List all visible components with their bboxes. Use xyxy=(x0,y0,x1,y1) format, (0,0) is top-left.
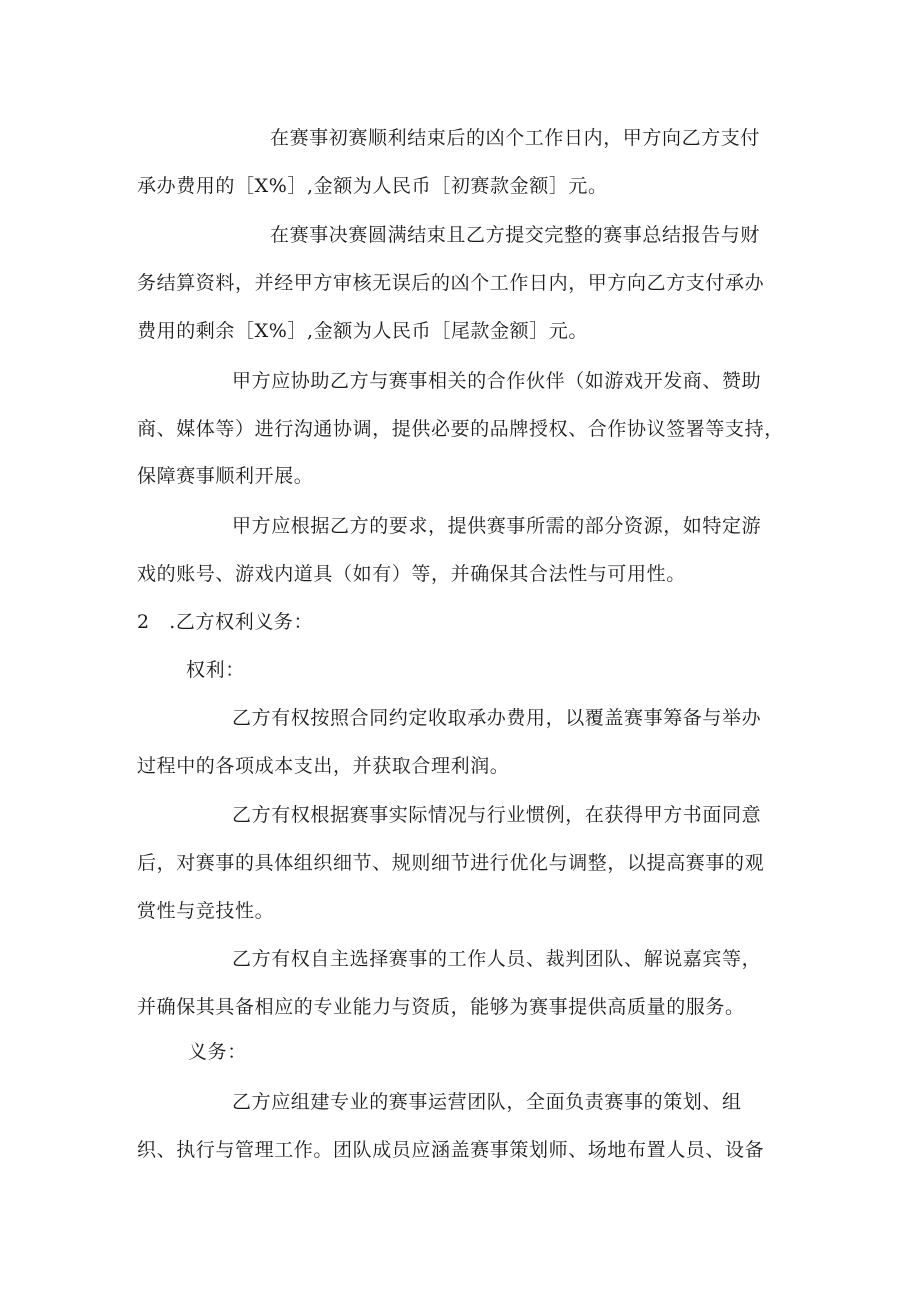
paragraph-line: 乙方有权根据赛事实际情况与行业惯例，在获得甲方书面同意 xyxy=(232,804,762,826)
paragraph-line: 商、媒体等）进行沟通协调，提供必要的品牌授权、合作协议签署等支持， xyxy=(137,418,784,440)
paragraph-line: 在赛事初赛顺利结束后的凶个工作日内，甲方向乙方支付 xyxy=(270,127,761,149)
paragraph-line: 过程中的各项成本支出，并获取合理利润。 xyxy=(137,755,510,777)
subsection-heading-obligations: 义务： xyxy=(188,1041,247,1063)
paragraph-line: 承办费用的［X%］,金额为人民币［初赛款金额］元。 xyxy=(137,175,608,197)
paragraph-line: 保障赛事顺利开展。 xyxy=(137,465,314,487)
paragraph-line: 务结算资料，并经甲方审核无误后的凶个工作日内，甲方向乙方支付承办 xyxy=(137,272,765,294)
paragraph-line: 戏的账号、游戏内道具（如有）等，并确保其合法性与可用性。 xyxy=(137,563,686,585)
paragraph-line: 乙方应组建专业的赛事运营团队，全面负责赛事的策划、组 xyxy=(232,1091,742,1113)
paragraph-line: 并确保其具备相应的专业能力与资质，能够为赛事提供高质量的服务。 xyxy=(137,996,745,1018)
paragraph-line: 费用的剩余［X%］,金额为人民币［尾款金额］元。 xyxy=(137,320,589,342)
paragraph-line: 在赛事决赛圆满结束且乙方提交完整的赛事总结报告与财 xyxy=(270,224,761,246)
paragraph-line: 乙方有权自主选择赛事的工作人员、裁判团队、解说嘉宾等， xyxy=(232,948,762,970)
section-heading: 2 .乙方权利义务： xyxy=(137,611,314,633)
paragraph-line: 乙方有权按照合同约定收取承办费用，以覆盖赛事筹备与举办 xyxy=(232,707,762,729)
paragraph-line: 甲方应根据乙方的要求，提供赛事所需的部分资源，如特定游 xyxy=(232,515,762,537)
paragraph-line: 后，对赛事的具体组织细节、规则细节进行优化与调整，以提高赛事的观 xyxy=(137,852,765,874)
paragraph-line: 赏性与竞技性。 xyxy=(137,900,275,922)
paragraph-line: 织、执行与管理工作。团队成员应涵盖赛事策划师、场地布置人员、设备 xyxy=(137,1139,765,1161)
subsection-heading-rights: 权利： xyxy=(186,659,245,681)
paragraph-line: 甲方应协助乙方与赛事相关的合作伙伴（如游戏开发商、赞助 xyxy=(232,370,762,392)
